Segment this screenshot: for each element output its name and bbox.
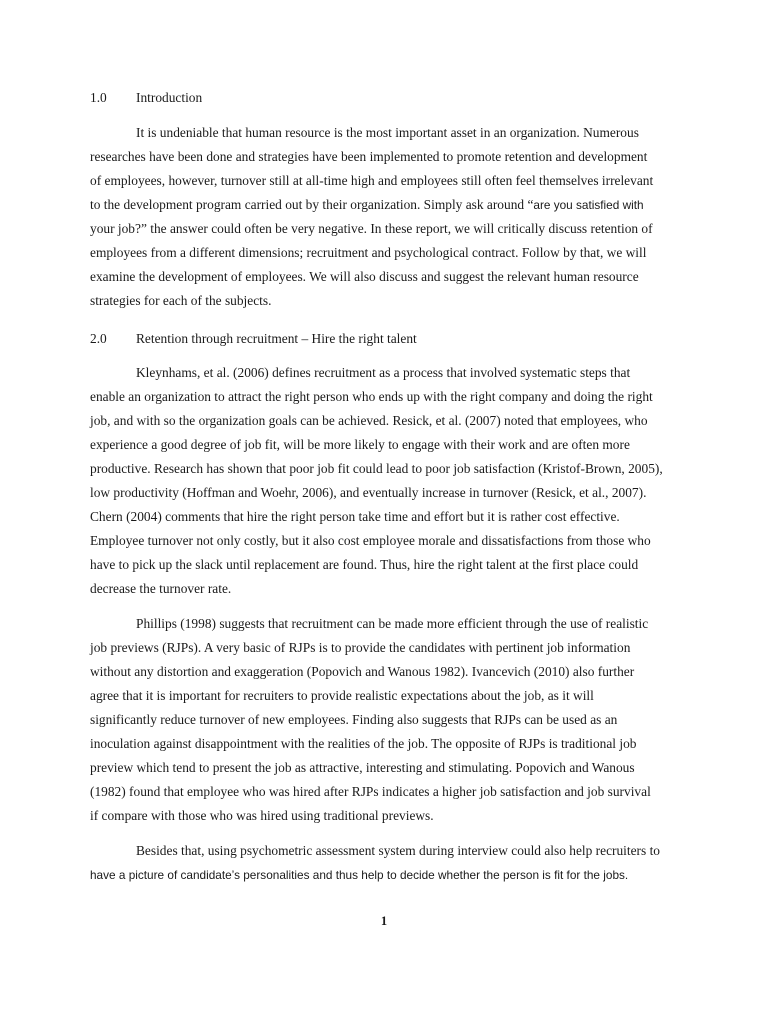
text-line: examine the development of employees. We will also discuss and suggest the relevant human resource <box>90 269 639 284</box>
text-line: without any distortion and exaggeration (Popovich and Wanous 1982). Ivancevich (2010) also further <box>90 664 635 679</box>
section-heading-retention <box>90 331 417 347</box>
text-line <box>90 193 690 217</box>
section-number: 2.0 <box>90 331 107 346</box>
text-line: Kleynhams, et al. (2006) defines recruitment as a process that involved systematic steps that <box>136 365 631 380</box>
paragraph-realistic-job-previews <box>90 612 690 828</box>
text-line: (1982) found that employee who was hired after RJPs indicates a higher job satisfaction and job survival <box>90 784 651 799</box>
text-line: if compare with those who was hired using traditional previews. <box>90 808 434 823</box>
text-line: your job?” the answer could often be very negative. In these report, we will critically discuss retention of <box>90 221 653 236</box>
text-line: Phillips (1998) suggests that recruitment can be made more efficient through the use of realistic <box>136 616 649 631</box>
paragraph-recruitment <box>90 361 690 601</box>
page-number: 1 <box>380 914 388 928</box>
text-line: enable an organization to attract the right person who ends up with the right company and doing the right <box>90 389 653 404</box>
text-line: low productivity (Hoffman and Woehr, 2006), and eventually increase in turnover (Resick, et al., 2007). <box>90 485 647 500</box>
text-line: It is undeniable that human resource is the most important asset in an organization. Numerous <box>136 125 639 140</box>
text-line: job previews (RJPs). A very basic of RJPs is to provide the candidates with pertinent job information <box>90 640 631 655</box>
text-line: of employees, however, turnover still at all-time high and employees still often feel themselves irrelevant <box>90 173 654 188</box>
text-line: job, and with so the organization goals can be achieved. Resick, et al. (2007) noted that employees, who <box>90 413 648 428</box>
text-line: Employee turnover not only costly, but it also cost employee morale and dissatisfactions from those who <box>90 533 651 548</box>
text-line: agree that it is important for recruiters to provide realistic expectations about the job, as it will <box>90 688 594 703</box>
text-line: preview which tend to present the job as attractive, interesting and stimulating. Popovich and Wanous <box>90 760 635 775</box>
text-line: productive. Research has shown that poor job fit could lead to poor job satisfaction (Kristof-Brown, 2005), <box>90 461 663 476</box>
text-line: inoculation against disappointment with the realities of the job. The opposite of RJPs is traditional job <box>90 736 637 751</box>
text-line: experience a good degree of job fit, will be more likely to engage with their work and are often more <box>90 437 630 452</box>
text-line: employees from a different dimensions; recruitment and psychological contract. Follow by that, we will <box>90 245 647 260</box>
text-line: significantly reduce turnover of new employees. Finding also suggests that RJPs can be used as an <box>90 712 618 727</box>
text-line: have to pick up the slack until replacement are found. Thus, hire the right talent at the first place could <box>90 557 639 572</box>
text-line: decrease the turnover rate. <box>90 581 232 596</box>
text-line: Chern (2004) comments that hire the right person take time and effort but it is rather cost effective. <box>90 509 620 524</box>
section-heading-introduction <box>90 90 202 106</box>
text-line: researches have been done and strategies have been implemented to promote retention and development <box>90 149 648 164</box>
text-line: strategies for each of the subjects. <box>90 293 272 308</box>
section-number: 1.0 <box>90 90 107 105</box>
text-line: Besides that, using psychometric assessment system during interview could also help recruiters to <box>136 843 660 858</box>
section-title: Retention through recruitment – Hire the right talent <box>136 331 417 346</box>
text-line-part: to the development program carried out by their organization. Simply ask around “ <box>90 197 534 212</box>
text-line: have a picture of candidate’s personalities and thus help to decide whether the person is fit for the jobs. <box>90 868 629 882</box>
paragraph-psychometric <box>90 839 690 887</box>
text-line-part-sans: are you satisfied with <box>533 198 644 212</box>
paragraph-introduction <box>90 121 690 313</box>
section-title: Introduction <box>136 90 203 105</box>
